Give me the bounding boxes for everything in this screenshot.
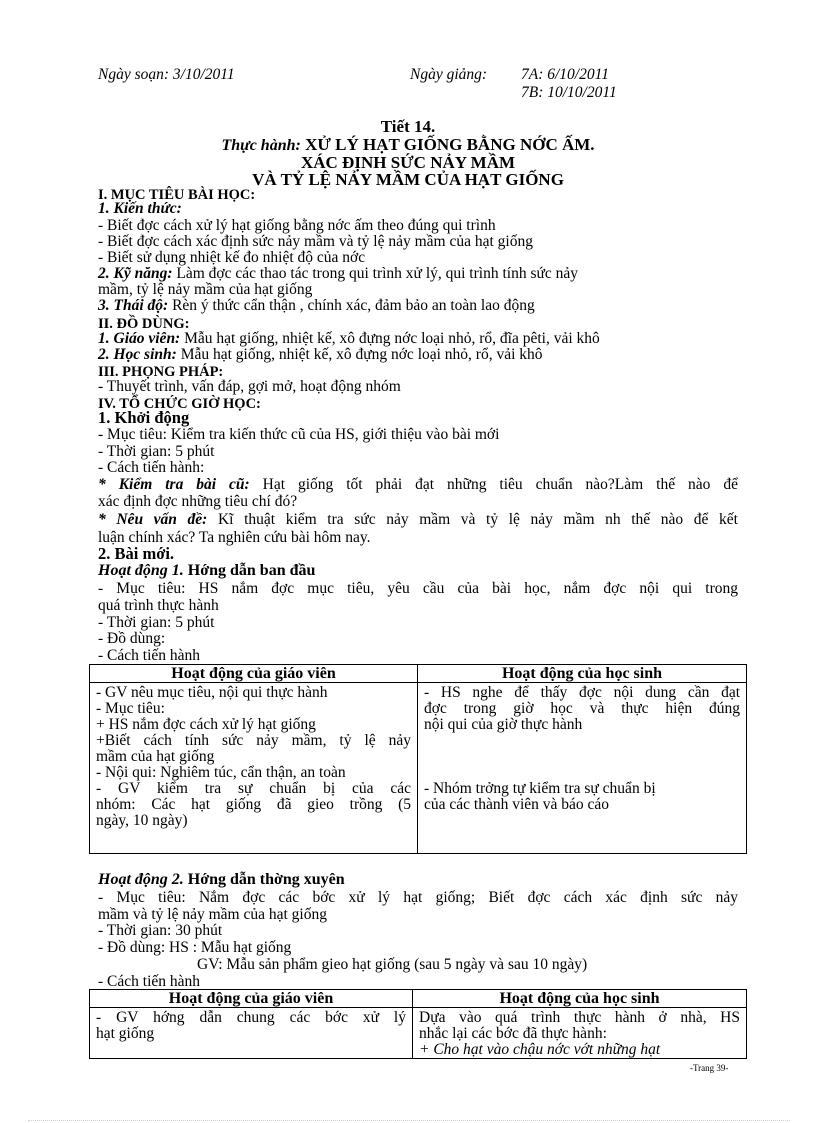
warmup-objective: - Mục tiêu: Kiểm tra kiến thức cũ của HS, giới thiệu vào bài mới <box>98 426 500 443</box>
activity2-time: - Thời gian: 30 phút <box>98 922 223 939</box>
cell-line: - HS nghe để thấy đợc nội dung cần đạt <box>424 684 740 701</box>
teacher-column-header: Hoạt động của giáo viên <box>90 990 413 1008</box>
cell-line: mầm của hạt giống <box>96 748 215 765</box>
attitude-text: Rèn ý thức cẩn thận , chính xác, đảm bảo an toàn lao động <box>172 297 535 314</box>
skills-text: Làm đợc các thao tác trong qui trình xử lý, qui trình tính sức nảy <box>176 265 579 282</box>
preparation-date: Ngày soạn: 3/10/2011 <box>98 66 235 83</box>
review-question-line <box>98 477 738 493</box>
lesson-number: Tiết 14. <box>380 117 436 136</box>
skills-label: 2. Kỹ năng: <box>98 265 173 282</box>
teaching-date-7b: 7B: 10/10/2011 <box>521 84 617 101</box>
knowledge-heading: 1. Kiến thức: <box>98 200 182 217</box>
cell-line: +Biết cách tính sức nảy mầm, tỷ lệ nảy <box>96 732 411 749</box>
activity2-objective-continued: mầm và tỷ lệ nảy mầm của hạt giống <box>98 906 327 923</box>
cell-line: - GV hớng dẫn chung các bớc xử lý <box>96 1009 406 1026</box>
cell-line: + Cho hạt vào chậu nớc vớt những hạt <box>419 1041 661 1058</box>
page-number: -Trang 39- <box>690 1063 729 1073</box>
activity2-materials-teacher: GV: Mẫu sản phẩm gieo hạt giống (sau 5 ngày và sau 10 ngày) <box>197 956 588 973</box>
activity2-label: Hoạt động 2. <box>98 871 184 888</box>
table-header-row <box>90 990 747 1008</box>
activity1-procedure: - Cách tiến hành <box>98 647 201 664</box>
cell-line: - Nhóm trởng tự kiểm tra sự chuẩn bị <box>424 780 656 797</box>
activity1-objective: - Mục tiêu: HS nắm đợc mục tiêu, yêu cầu của bài học, nắm đợc nội qui trong <box>98 580 738 597</box>
teacher-materials: Mẫu hạt giống, nhiệt kế, xô đựng nớc loại nhỏ, rổ, đĩa pêti, vải khô <box>184 330 600 347</box>
student-materials: Mẫu hạt giống, nhiệt kế, xô đựng nớc loại nhỏ, rổ, vải khô <box>180 346 543 363</box>
teaching-date-7a: 7A: 6/10/2011 <box>521 66 609 83</box>
warmup-procedure: - Cách tiến hành: <box>98 459 205 476</box>
methods-text: - Thuyết trình, vấn đáp, gợi mở, hoạt động nhóm <box>98 378 401 395</box>
page-bottom-divider <box>28 1120 790 1121</box>
activity2-procedure: - Cách tiến hành <box>98 973 201 990</box>
student-label: 2. Học sinh: <box>98 346 177 363</box>
student-activity-cell <box>413 1008 747 1059</box>
section-organization-heading: IV. TỔ CHỨC GIỜ HỌC: <box>98 396 261 412</box>
cell-line: Dựa vào quá trình thực hành ở nhà, HS <box>419 1009 740 1026</box>
teacher-column-header: Hoạt động của giáo viên <box>90 665 418 683</box>
cell-line: - GV kiểm tra sự chuẩn bị của các <box>96 780 411 797</box>
activity2-table <box>89 989 747 1059</box>
skills-line <box>98 266 738 282</box>
review-question: Hạt giống tốt phải đạt những tiêu chuẩn nào?Làm thế nào để <box>262 476 739 493</box>
teacher-materials-line <box>98 331 600 347</box>
review-question-continued: xác định đợc những tiêu chí đó? <box>98 493 298 510</box>
problem-label: * Nêu vấn đề: <box>98 511 208 528</box>
activity2-objective: - Mục tiêu: Nắm đợc các bớc xử lý hạt giống; Biết đợc cách xác định sức nảy <box>98 889 738 906</box>
knowledge-item-3: - Biết sử dụng nhiệt kế đo nhiệt độ của nớc <box>98 249 366 266</box>
cell-line: nội qui của giờ thực hành <box>424 716 583 733</box>
student-column-header: Hoạt động của học sinh <box>413 990 747 1008</box>
student-materials-line <box>98 347 543 363</box>
new-lesson-heading: 2. Bài mới. <box>98 544 175 563</box>
cell-line: hạt giống <box>96 1025 155 1042</box>
knowledge-item-2: - Biết đợc cách xác định sức nảy mầm và tỷ lệ nảy mầm của hạt giống <box>98 233 533 250</box>
cell-line: + HS nắm đợc cách xử lý hạt giống <box>96 716 316 733</box>
lesson-title-line1 <box>0 136 816 154</box>
activity2-heading <box>98 872 345 888</box>
cell-line: - GV nêu mục tiêu, nội qui thực hành <box>96 684 328 701</box>
student-activity-cell <box>418 683 747 854</box>
title-main: XỬ LÝ HẠT GIỐNG BẰNG NỚC ẤM. <box>305 135 595 154</box>
problem-statement: Kĩ thuật kiểm tra sức nảy mầm và tỷ lệ nảy mầm nh thế nào để kết <box>217 511 738 528</box>
cell-line: - Nội qui: Nghiêm túc, cẩn thận, an toàn <box>96 764 346 781</box>
attitude-label: 3. Thái độ: <box>98 297 169 314</box>
section-objectives-heading: I. MỤC TIÊU BÀI HỌC: <box>98 187 256 203</box>
cell-line: nhóm: Các hạt giống đã gieo trồng (5 <box>96 796 411 813</box>
lesson-title-line2: XÁC ĐỊNH SỨC NẢY MẦM <box>300 153 516 172</box>
problem-statement-continued: luận chính xác? Ta nghiên cứu bài hôm nay. <box>98 529 371 546</box>
skills-text-continued: mầm, tỷ lệ nảy mầm của hạt giống <box>98 281 313 298</box>
activity1-materials: - Đồ dùng: <box>98 630 166 647</box>
activity1-heading <box>98 563 315 579</box>
cell-line: nhắc lại các bớc đã thực hành: <box>419 1025 607 1042</box>
lesson-title-line3: VÀ TỶ LỆ NẢY MẦM CỦA HẠT GIỐNG <box>252 170 564 189</box>
knowledge-item-1: - Biết đợc cách xử lý hạt giống bằng nớc ấm theo đúng qui trình <box>98 217 496 234</box>
warmup-heading: 1. Khởi động <box>98 408 190 427</box>
section-methods-heading: III. PHỌNG PHÁP: <box>98 364 224 380</box>
table-row <box>90 1008 747 1059</box>
title-prefix: Thực hành: <box>221 137 301 154</box>
warmup-time: - Thời gian: 5 phút <box>98 443 215 460</box>
activity2-materials-students: - Đồ dùng: HS : Mẫu hạt giống <box>98 939 292 956</box>
cell-line: - Mục tiêu: <box>96 700 165 717</box>
review-label: * Kiểm tra bài cũ: <box>98 476 250 493</box>
cell-line: ngày, 10 ngày) <box>96 812 188 829</box>
teacher-activity-cell <box>90 683 418 854</box>
attitude-line <box>98 298 535 314</box>
cell-line: đợc trong giờ học và thực hiện đúng <box>424 700 740 717</box>
table-row <box>90 683 747 854</box>
table-header-row <box>90 665 747 683</box>
teaching-date-label: Ngày giảng: <box>410 66 488 83</box>
student-column-header: Hoạt động của học sinh <box>418 665 747 683</box>
problem-statement-line <box>98 512 738 528</box>
activity1-time: - Thời gian: 5 phút <box>98 614 215 631</box>
activity1-objective-continued: quá trình thực hành <box>98 597 219 614</box>
activity1-label: Hoạt động 1. <box>98 562 184 579</box>
activity1-name: Hớng dẫn ban đầu <box>187 562 316 579</box>
activity2-name: Hớng dẫn thờng xuyên <box>187 871 345 888</box>
cell-line: của các thành viên và báo cáo <box>424 796 610 813</box>
teacher-activity-cell <box>90 1008 413 1059</box>
teacher-label: 1. Giáo viên: <box>98 330 181 347</box>
activity1-table <box>89 664 747 854</box>
section-materials-heading: II. ĐỒ DÙNG: <box>98 316 190 332</box>
